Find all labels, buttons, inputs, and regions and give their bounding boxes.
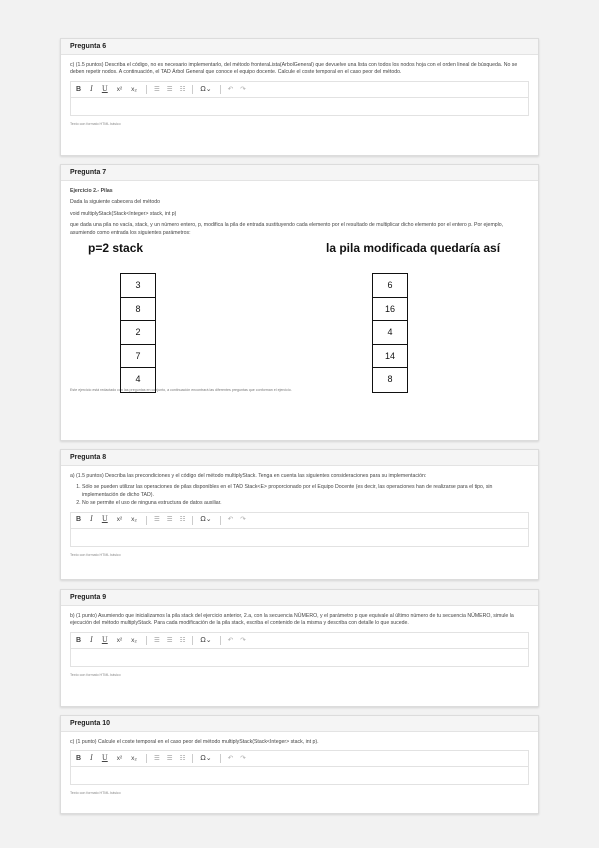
toolbar-divider (192, 754, 193, 763)
numbered-list-icon[interactable]: ☰ (166, 84, 173, 93)
question-text: c) (1.5 puntos) Describa el código, no es necesario implementarlo, del método fronteraLista(ArbolGeneral) que devuelve una lista con todos los nodos hoja con el orden lineal de búsqueda. No se deben repetir nodos. A continuación, el TAD Árbol General que conoce el equipo docente. Calcule el coste temporal en el caso peor del método. (70, 62, 518, 76)
special-characters-icon[interactable]: Ω⌄ (200, 84, 212, 93)
stack-cell: 8 (387, 374, 393, 385)
stack-cell: 2 (121, 321, 155, 345)
toolbar-divider (192, 516, 193, 525)
stack-example-figure (70, 242, 529, 385)
bold-button[interactable]: B (76, 755, 82, 763)
italic-button[interactable]: I (90, 754, 93, 763)
toolbar-divider (146, 516, 147, 525)
redo-icon[interactable]: ↷ (240, 515, 246, 524)
special-characters-icon[interactable]: Ω⌄ (200, 635, 212, 644)
redo-icon[interactable]: ↷ (240, 635, 246, 644)
editor-toolbar (70, 512, 529, 528)
considerations-list (82, 484, 529, 507)
numbered-list-icon[interactable]: ☰ (166, 754, 173, 763)
list-item: 1. Sólo se pueden utilizar las operaciones de pilas disponibles en el TAD Stack<E> proporcionado por el Equipo Docente (es decir, las operaciones han de realizarse para el tipo, sin implementación de dicho TAD). (82, 484, 529, 499)
toolbar-divider (220, 754, 221, 763)
stack-cell: 14 (373, 345, 407, 369)
underline-button[interactable]: U (101, 84, 108, 93)
stack-before (120, 273, 156, 393)
superscript-button[interactable]: x² (116, 516, 123, 524)
question-text: a) (1.5 puntos) Describa las precondiciones y el código del método multiplyStack. Tenga en cuenta las siguientes consideraciones para su implementación: (70, 473, 427, 479)
subscript-button[interactable]: x₂ (131, 516, 137, 524)
numbered-list-icon[interactable]: ☰ (166, 515, 173, 524)
superscript-button[interactable]: x² (116, 755, 123, 763)
exercise-caption: Este ejercicio está redactado con las preguntas en conjunto, a continuación encontrará las diferentes preguntas que conforman el ejercicio. (70, 388, 292, 393)
question-title: Pregunta 7 (61, 165, 538, 181)
checklist-icon[interactable]: ☷ (179, 84, 186, 93)
editor-toolbar (70, 750, 529, 766)
checklist-icon[interactable]: ☷ (179, 754, 186, 763)
question-title: Pregunta 8 (61, 450, 538, 466)
question-title: Pregunta 6 (61, 39, 538, 55)
method-signature: void multiplyStack(Stack<Integer> stack, int p) (70, 210, 177, 217)
question-card-9 (60, 589, 539, 707)
stack-cell: 4 (373, 321, 407, 345)
italic-button[interactable]: I (90, 635, 93, 644)
bullet-list-icon[interactable]: ☰ (153, 515, 160, 524)
toolbar-divider (220, 636, 221, 645)
special-characters-icon[interactable]: Ω⌄ (200, 515, 212, 524)
superscript-button[interactable]: x² (116, 85, 123, 93)
format-hint: Texto con formato HTML básico (70, 552, 121, 557)
italic-button[interactable]: I (90, 515, 93, 524)
question-card-6 (60, 38, 539, 156)
stack-cell: 3 (121, 274, 155, 298)
special-characters-icon[interactable]: Ω⌄ (200, 754, 212, 763)
stack-cell: 16 (373, 298, 407, 322)
answer-editor[interactable] (70, 528, 529, 547)
toolbar-divider (192, 85, 193, 94)
numbered-list-icon[interactable]: ☰ (166, 635, 173, 644)
editor-toolbar (70, 81, 529, 97)
superscript-button[interactable]: x² (116, 636, 123, 644)
format-hint: Texto con formato HTML básico (70, 791, 121, 796)
bold-button[interactable]: B (76, 516, 82, 524)
bold-button[interactable]: B (76, 636, 82, 644)
undo-icon[interactable]: ↶ (227, 635, 234, 644)
undo-icon[interactable]: ↶ (227, 754, 234, 763)
subscript-button[interactable]: x₂ (131, 755, 137, 763)
answer-editor[interactable] (70, 97, 529, 116)
toolbar-divider (146, 85, 147, 94)
underline-button[interactable]: U (101, 754, 108, 763)
question-card-7 (60, 164, 539, 441)
checklist-icon[interactable]: ☷ (179, 515, 186, 524)
undo-icon[interactable]: ↶ (227, 515, 234, 524)
subscript-button[interactable]: x₂ (131, 85, 137, 93)
toolbar-divider (146, 754, 147, 763)
redo-icon[interactable]: ↷ (240, 84, 246, 93)
question-text: que dada una pila no vacía, stack, y un número entero, p, modifica la pila de entrada sustituyendo cada elemento por el resultado de multiplicar dicho elemento por el entero p. Por ejemplo, asumiendo como entrada los siguientes parámetros: (70, 222, 504, 236)
format-hint: Texto con formato HTML básico (70, 672, 121, 677)
question-title: Pregunta 9 (61, 590, 538, 606)
underline-button[interactable]: U (101, 635, 108, 644)
stack-cell: 4 (135, 374, 141, 385)
bullet-list-icon[interactable]: ☰ (153, 635, 160, 644)
answer-editor[interactable] (70, 648, 529, 667)
answer-editor[interactable] (70, 766, 529, 785)
figure-left-title: p=2 stack (88, 241, 144, 256)
editor-toolbar (70, 632, 529, 648)
toolbar-divider (220, 85, 221, 94)
format-hint: Texto con formato HTML básico (70, 121, 121, 126)
stack-cell: 7 (121, 345, 155, 369)
question-card-10 (60, 715, 539, 814)
question-card-8 (60, 449, 539, 580)
toolbar-divider (146, 636, 147, 645)
bold-button[interactable]: B (76, 85, 82, 93)
italic-button[interactable]: I (90, 84, 93, 93)
toolbar-divider (192, 636, 193, 645)
exercise-subtitle: Ejercicio 2.- Pilas (70, 188, 113, 194)
bullet-list-icon[interactable]: ☰ (153, 84, 160, 93)
question-text: b) (1 punto) Asumiendo que inicializamos la pila stack del ejercicio anterior, 2.a, con la secuencia NÚMERO, y el parámetro p que equivale al último número de tu secuencia NÚMERO, simule la ejecución del método multiplyStack. Para cada modificación de la pila stack, escriba el contenido de la misma y describa con detalle lo que sucede. (70, 613, 514, 627)
stack-cell: 8 (121, 298, 155, 322)
toolbar-divider (220, 516, 221, 525)
redo-icon[interactable]: ↷ (240, 754, 246, 763)
question-text: c) (1 punto) Calcule el coste temporal en el caso peor del método multiplyStack(Stack<Integer> stack, int p). (70, 739, 319, 745)
stack-after (372, 273, 408, 393)
underline-button[interactable]: U (101, 515, 108, 524)
list-item: 2. No se permite el uso de ninguna estructura de datos auxiliar. (82, 500, 529, 507)
subscript-button[interactable]: x₂ (131, 636, 137, 644)
bullet-list-icon[interactable]: ☰ (153, 754, 160, 763)
figure-right-title: la pila modificada quedaría así (326, 241, 501, 256)
stack-cell: 6 (373, 274, 407, 298)
undo-icon[interactable]: ↶ (227, 84, 234, 93)
question-text: Dada la siguiente cabecera del método (70, 199, 160, 206)
question-title: Pregunta 10 (61, 716, 538, 732)
checklist-icon[interactable]: ☷ (179, 635, 186, 644)
